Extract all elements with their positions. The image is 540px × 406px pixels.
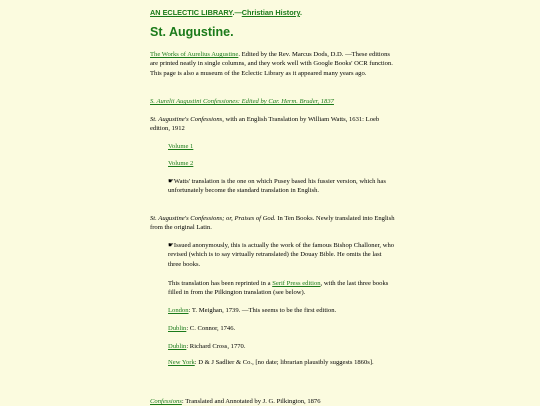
edition-text: : Richard Cross, 1770.	[186, 343, 246, 350]
edition-item	[168, 306, 395, 315]
watts-title: St. Augustine's Confessions	[150, 116, 223, 123]
watts-text: , with an English Translation by William Watts, 1631: Loeb edition, 1912	[150, 116, 380, 133]
works-of-augustine-link[interactable]: The Works of Aurelius Augustine	[150, 51, 239, 58]
edition-item	[168, 358, 395, 367]
edition-text: : C. Connor, 1746.	[186, 325, 236, 332]
reprint-text-before: This translation has been reprinted in a	[168, 280, 273, 287]
page-title: St. Augustine.	[150, 25, 234, 39]
serif-press-link[interactable]: Serif Press edition	[272, 280, 321, 287]
edition-item	[168, 324, 395, 333]
praises-text: In Ten Books. Newly translated into English from the original Latin.	[150, 215, 395, 232]
challoner-note: ☛Issued anonymously, this is actually the work of the famous Bishop Challoner, who revised (which is to say virtually retranslated) the Douay Bible. He omits the last three books.	[168, 242, 395, 268]
pilkington-text: : Translated and Annotated by J. G. Pilkington, 1876	[181, 398, 321, 405]
breadcrumb	[150, 8, 302, 17]
edition-new-york-link[interactable]: New York	[168, 359, 195, 366]
eclectic-library-link[interactable]: AN ECLECTIC LIBRARY	[150, 8, 233, 17]
intro-paragraph	[150, 50, 395, 78]
edition-dublin-1770-link[interactable]: Dublin	[168, 343, 187, 350]
breadcrumb-separator: .—	[232, 8, 242, 17]
volume-2-link[interactable]: Volume 2	[168, 160, 194, 167]
volume-2-paragraph	[168, 159, 395, 168]
edition-dublin-1746-link[interactable]: Dublin	[168, 325, 187, 332]
christian-history-link[interactable]: Christian History	[241, 8, 301, 17]
edition-text: : T. Meighan, 1739. —This seems to be the first edition.	[188, 307, 337, 314]
latin-edition-paragraph	[150, 97, 395, 106]
intro-text: . Edited by the Rev. Marcus Dods, D.D. —These editions are printed neatly in single columns, and they work well with Google Books' OCR function. This page is also a museum of the Eclectic Library as it appeared many years ago.	[150, 51, 393, 77]
watts-paragraph	[150, 115, 395, 134]
latin-edition-link[interactable]: S. Aurelii Augustini Confessiones: Edited by Car. Herm. Bruder, 1837	[150, 98, 334, 105]
reprint-text-after: , with the last three books filled in from the Pilkington translation (see below).	[168, 280, 389, 297]
breadcrumb-end: .	[300, 8, 303, 17]
praises-paragraph	[150, 214, 395, 233]
watts-note: ☛Watts' translation is the one on which Pusey based his fussier version, which has unfortunately become the standard translation in English.	[168, 178, 386, 195]
praises-title: St. Augustine's Confessions; or, Praises of God.	[150, 215, 276, 222]
reprint-paragraph	[168, 279, 395, 298]
volume-1-paragraph	[168, 142, 395, 151]
volume-1-link[interactable]: Volume 1	[168, 143, 194, 150]
edition-london-link[interactable]: London	[168, 307, 189, 314]
edition-item	[168, 342, 395, 351]
edition-text: : D & J Sadlier & Co., [no date; librarian plausibly suggests 1860s].	[194, 359, 374, 366]
pilkington-confessions-link[interactable]: Confessions	[150, 398, 182, 405]
